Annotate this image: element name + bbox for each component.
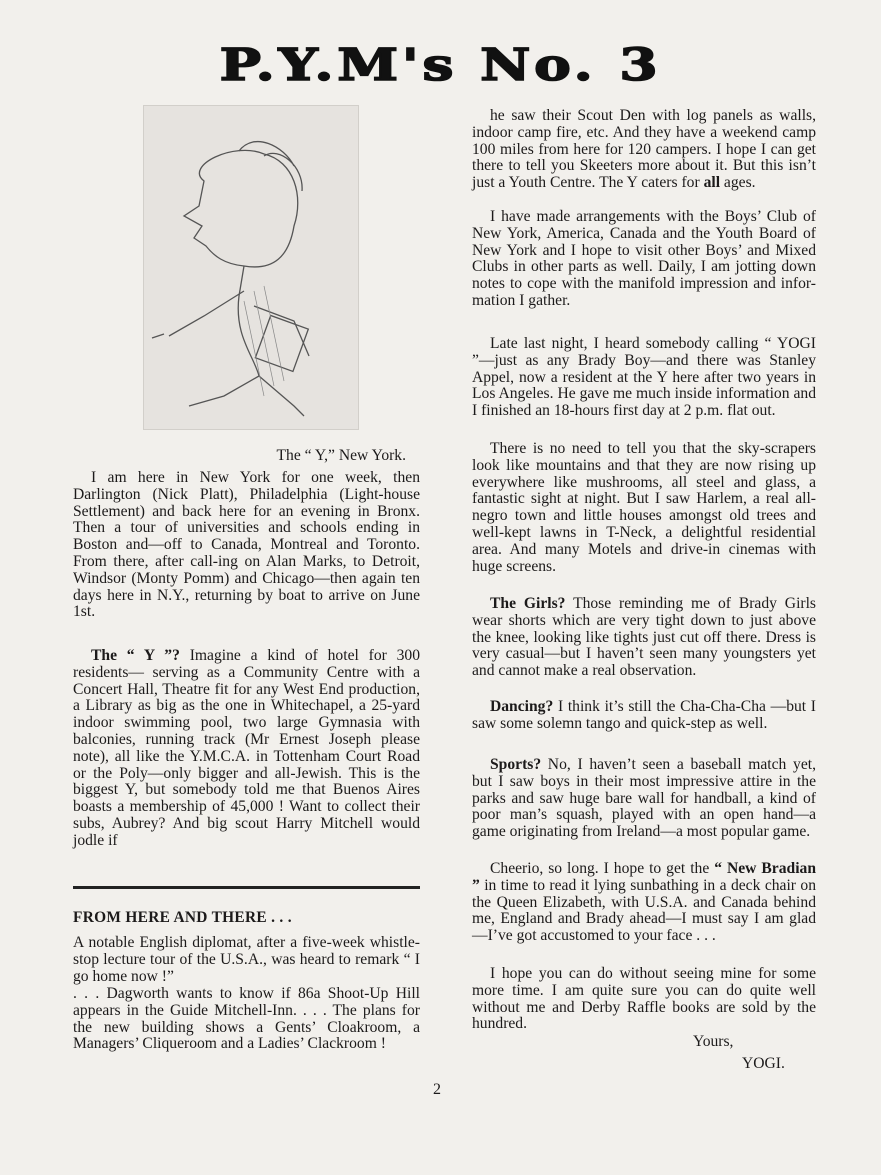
text-run: Cheerio, so long. I hope to get the <box>490 860 715 877</box>
illustration-caption: The “ Y,” New York. <box>276 447 406 464</box>
text-run: in time to read it lying sunbathing in a deck chair on the Queen Elizabeth, with U.S.A. and Canada behind me, England and Brady ahead—I must say I am glad—I’ve got accustomed to your face . . . <box>472 876 816 945</box>
paragraph <box>472 108 816 192</box>
text-run: he saw their Scout Den with log panels as walls, indoor camp fire, etc. And they have a weekend camp 100 miles from here for 120 campers. I hope I can get there to tell you Skeeters more about it. But this isn’t just a Youth Centre. The Y caters for <box>472 107 816 192</box>
bold-lead-text: The “ Y ”? <box>91 647 180 664</box>
caricature-illustration <box>143 105 359 430</box>
paragraph <box>472 757 816 841</box>
bold-lead-text: all <box>703 174 721 192</box>
paragraph <box>73 986 420 1053</box>
bold-lead-text: Sports? <box>490 756 542 773</box>
page-title: P.Y.M's No. 3 <box>219 40 662 91</box>
closing: Yours, <box>693 1033 734 1050</box>
signature: YOGI. <box>742 1055 785 1072</box>
paragraph <box>472 699 816 733</box>
section-divider <box>73 886 420 889</box>
text-run: I have made arrangements with the Boys’ Club of New York, America, Canada and the Youth Board of New York and I hope to visit other Boys’ and Mixed Clubs in other parts as well. Daily, I am jotting down notes to cope with the manifold impression and infor-mation I gather. <box>472 208 816 309</box>
paragraph <box>472 596 816 680</box>
text-run: Imagine a kind of hotel for 300 residents— serving as a Community Centre with a Concert Hall, Theatre fit for any West End production, a Library as big as the one in Whitechapel, a 25-yard indoor swimming pool, two large Gymnasia with balconies, running track (Mr Ernest Joseph please note), all like the Y.M.C.A. in Tottenham Court Road or the Poly—only bigger and all-Jewish. This is the biggest Y, but somebody told me that Buenos Aires boasts a membership of 45,000 ! Want to collect their subs, Aubrey? And big scout Harry Mitchell would jodle if <box>73 647 420 849</box>
text-run: Those reminding me of Brady Girls wear shorts which are very tight down to just above the knee, looking like tights just cut off there. Dress is very casual—but I haven’t seen many youngsters yet and cannot make a real observation. <box>472 595 816 680</box>
paragraph <box>73 648 420 850</box>
bold-lead-text: Dancing? <box>490 698 554 715</box>
text-run: A notable English diplomat, after a five-week whistle-stop lecture tour of the U.S.A., was heard to remark “ I go home now !” <box>73 934 420 985</box>
page-number: 2 <box>433 1081 441 1098</box>
paragraph <box>472 966 816 1033</box>
caricature-sketch-icon <box>144 106 358 429</box>
paragraph <box>472 209 816 310</box>
text-run: I am here in New York for one week, then Darlington (Nick Platt), Philadelphia (Light-house Settlement) and back here for an evening in Bronx. Then a tour of universities and schools ending in Boston and—off to Canada, Montreal and Toronto. From there, after call-ing on Alan Marks, to Detroit, Windsor (Monty Pomm) and Chicago—then again ten days here in N.Y., returning by boat to arrive on June 1st. <box>73 469 420 621</box>
bold-lead-text: “ New Bradian ” <box>472 860 817 894</box>
text-run: I think it’s still the Cha-Cha-Cha —but I saw some solemn tango and quick-step as well. <box>472 698 816 732</box>
text-run: . . . Dagworth wants to know if 86a Shoot-Up Hill appears in the Guide Mitchell-Inn. . . . The plans for the new building shows a Gents’ Cloakroom, a Managers’ Cliqueroom and a Ladies’ Clackroom ! <box>73 985 420 1053</box>
bold-lead-text: The Girls? <box>490 595 566 612</box>
text-run: ages. <box>720 174 756 192</box>
text-run: I hope you can do without seeing mine for some more time. I am quite sure you can do quite well without me and Derby Raffle books are sold by the hundred. <box>472 965 816 1033</box>
text-run: No, I haven’t seen a baseball match yet, but I saw boys in their most impressive attire in the parks and saw huge bare wall for handball, a kind of poor man’s squash, played with an open hand—a game originating from Ireland—a most popular game. <box>472 756 816 841</box>
paragraph <box>73 470 420 621</box>
paragraph <box>472 861 816 945</box>
text-run: There is no need to tell you that the sky-scrapers look like mountains and that they are now rising up everywhere like mushrooms, all steel and glass, a fantastic sight at night. But I saw Harlem, a real all-negro town and little houses amongst old trees and well-kept lawns in T-Neck, a delightful residential area. And many Motels and drive-in cinemas with huge screens. <box>472 440 816 575</box>
section-heading: FROM HERE AND THERE . . . <box>73 909 292 926</box>
paragraph <box>472 336 816 420</box>
paragraph <box>73 935 420 985</box>
text-run: Late last night, I heard somebody calling “ YOGI ”—just as any Brady Boy—and there was Stanley Appel, now a resident at the Y here after two years in Los Angeles. He gave me much inside information and I finished an 18-hours first day at 2 p.m. flat out. <box>472 335 816 420</box>
paragraph <box>472 441 816 575</box>
